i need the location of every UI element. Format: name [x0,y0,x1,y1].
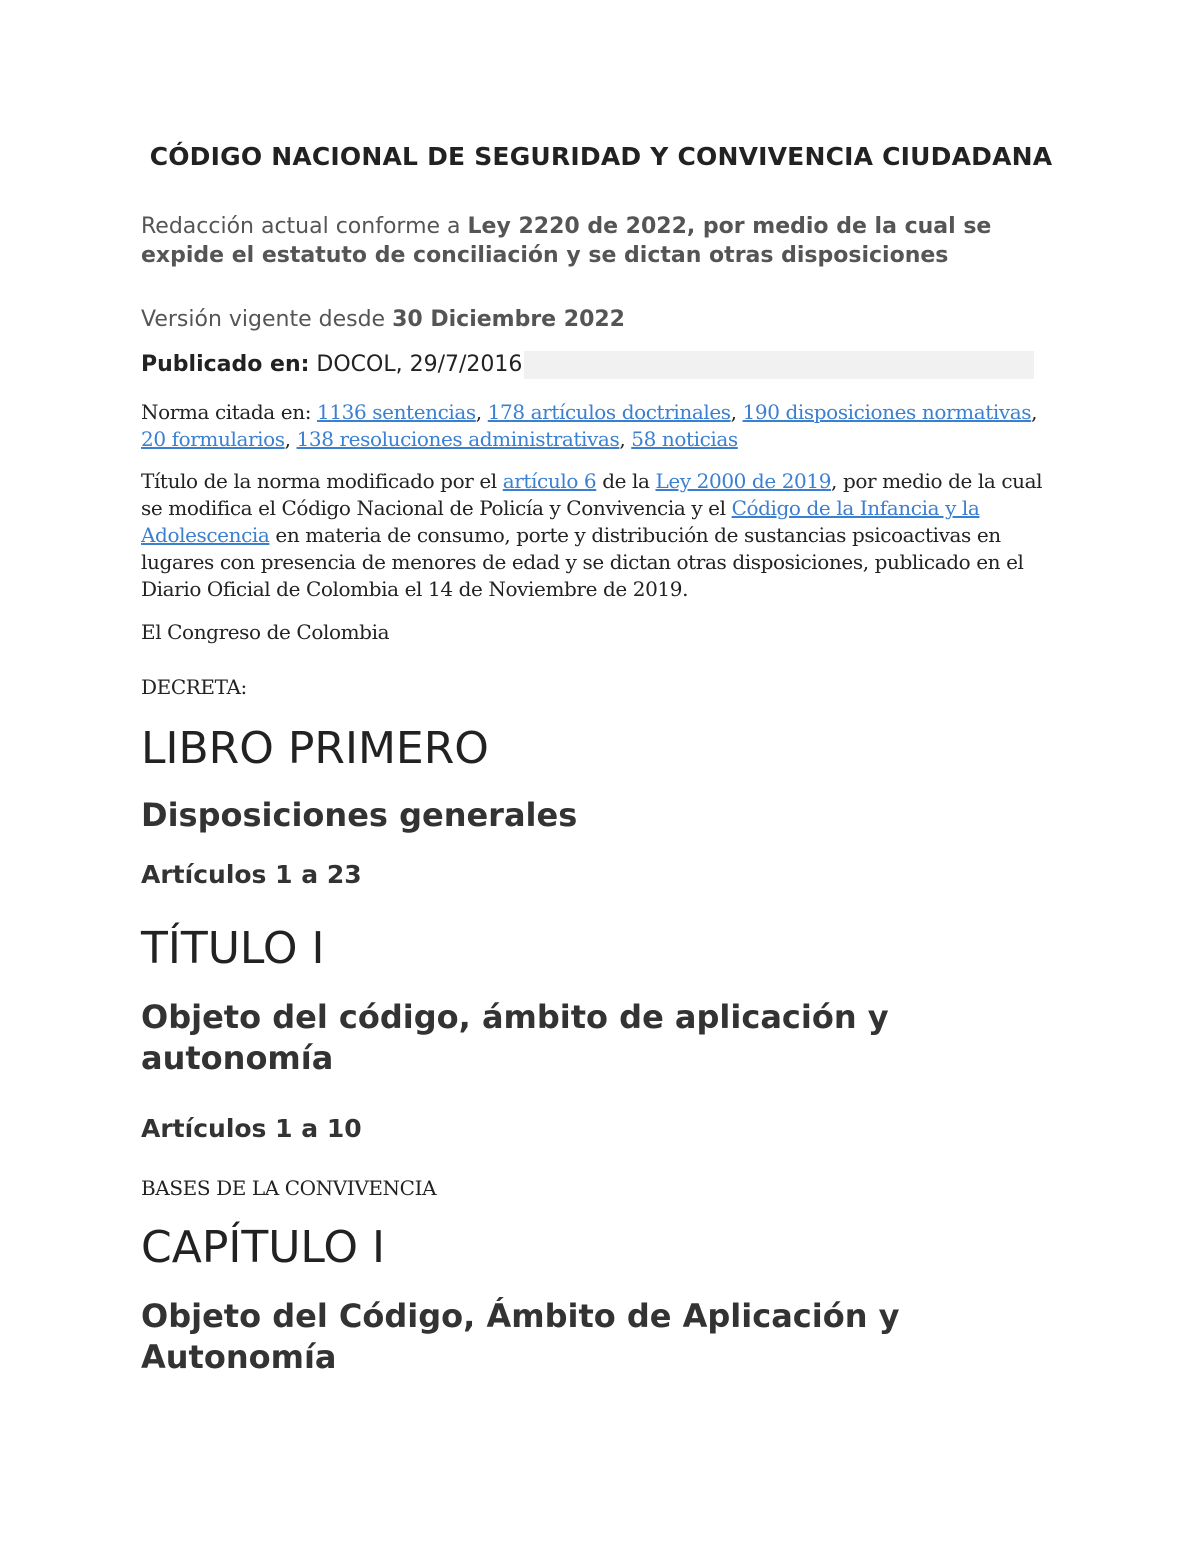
version-prefix: Versión vigente desde [141,307,393,332]
document-content [141,140,1061,1412]
titulo-articles-range: Artículos 1 a 10 [141,1114,362,1143]
redaccion-note [141,212,1061,270]
titulo-heading: TÍTULO I [141,923,325,974]
link-resoluciones-administrativas[interactable]: 138 resoluciones administrativas [296,427,620,451]
link-articulos-doctrinales[interactable]: 178 artículos doctrinales [487,400,731,424]
grey-highlight-bar [524,351,1034,379]
version-note [141,305,1061,334]
link-ley-2000[interactable]: Ley 2000 de 2019 [655,469,832,493]
link-codigo-infancia[interactable]: Código de la Infancia y la Adolescencia [141,496,980,547]
link-formularios[interactable]: 20 formularios [141,427,285,451]
titulo-modificado-note: Título de la norma modificado por el artículo 6 de la Ley 2000 de 2019, por medio de la cual se modifica el Código Nacional de Policía y Convivencia y el Código de la Infancia y la Adolescencia en materia de consumo, porte y distribución de sustancias psicoactivas en lugares con presencia de menores de edad y se dictan otras disposiciones, publicado en el Diario Oficial de Colombia el 14 de Noviembre de 2019. [141,469,1043,601]
publicado-value: DOCOL, 29/7/2016 [309,352,523,377]
publicado-label: Publicado en: [141,352,310,377]
link-noticias[interactable]: 58 noticias [631,427,738,451]
norma-prefix: Norma citada en: [141,400,318,424]
document-title: CÓDIGO NACIONAL DE SEGURIDAD Y CONVIVENCIA CIUDADANA [149,142,1053,171]
redaccion-prefix: Redacción actual conforme a [141,214,468,239]
link-sentencias[interactable]: 1136 sentencias [317,400,476,424]
link-disposiciones-normativas[interactable]: 190 disposiciones normativas [742,400,1032,424]
publicado-line [141,350,1061,379]
link-articulo-6[interactable]: artículo 6 [502,469,597,493]
capitulo-subtitle: Objeto del Código, Ámbito de Aplicación y Autonomía [141,1297,900,1376]
titulo-subtitle: Objeto del código, ámbito de aplicación y autonomía [141,998,889,1077]
decreta-line: DECRETA: [141,675,247,699]
libro-heading: LIBRO PRIMERO [141,723,489,774]
libro-articles-range: Artículos 1 a 23 [141,860,362,889]
bases-line: BASES DE LA CONVIVENCIA [141,1176,437,1200]
libro-subtitle: Disposiciones generales [141,796,578,834]
capitulo-heading: CAPÍTULO I [141,1222,385,1273]
congreso-line: El Congreso de Colombia [141,620,390,644]
norma-citada: Norma citada en: 1136 sentencias, 178 artículos doctrinales, 190 disposiciones normativas, 20 formularios, 138 resoluciones administrativas, 58 noticias [141,400,1038,451]
version-date: 30 Diciembre 2022 [392,307,625,332]
redaccion-law: Ley 2220 de 2022, por medio de la cual se expide el estatuto de conciliación y se dictan otras disposiciones [141,214,992,268]
